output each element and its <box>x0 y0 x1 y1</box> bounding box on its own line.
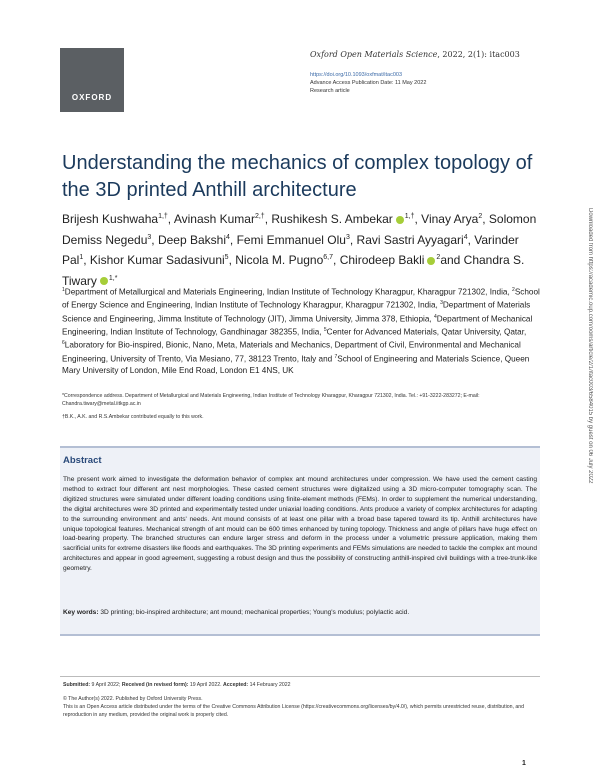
keywords-label: Key words: <box>63 609 99 616</box>
affiliation-number: 7 <box>334 353 338 360</box>
affiliation-number: 4 <box>433 313 437 320</box>
orcid-icon[interactable] <box>396 216 404 224</box>
orcid-icon[interactable] <box>427 257 435 265</box>
author-name: Nicola M. Pugno <box>235 253 324 267</box>
footer-divider <box>60 676 540 677</box>
affiliation-number: 2 <box>512 287 515 293</box>
article-meta <box>310 71 426 95</box>
accepted-date: 14 February 2022 <box>248 682 291 688</box>
author <box>90 253 235 267</box>
correspondence-note: *Correspondence address. Department of Metallurgical and Materials Engineering, Indian Institute of Technology Kharagpur, Kharagpur 721302, India. Tel.: +91-3222-283272; E-mail: Chandra.tiwary@metal.iitkgp.ac.in <box>62 393 480 407</box>
affiliation-text: School of Energy Science and Engineering, Indian Institute of Technology Kharagpur, Kharagpur 721302, India, <box>62 287 540 311</box>
author-separator: , <box>151 232 158 247</box>
author <box>237 233 357 247</box>
author <box>340 253 464 267</box>
keywords-list: 3D printing; bio-inspired architecture; ant mound; mechanical properties; Young's modulus; polylactic acid. <box>98 609 410 616</box>
author <box>271 212 421 226</box>
author-separator: , <box>414 212 422 226</box>
abstract-text: The present work aimed to investigate the deformation behavior of complex ant mound architectures under compression. We have used the cement casting method to extract four different ant nest morphologies. These casted cement structures were digitalized using a 3D micro-computer tomography scan. The digitized structures were simulated under different loading conditions using finite-element methods (FEMs). In order to supplement the numerical understanding, the digital architectures were 3D printed and experimentally tested under uniaxial loading conditions. Ants produce a variety of complex architectures for adapting to the surrounding environment and ants' needs. Ant mound consists of at least one pillar with a broad base tapered toward its tip. Anthill architectures have unique topological features. Mechanical strength of ant mould can be 600 times enhanced by tuning topology. Thickness and angle of pillars have huge effect on load-bearing property. The branched structures can endure larger stress and deform in the process under a volumetric pressure application, making them sacrificial units for extreme disasters like floods and earthquakes. The 3D printing experiments and FEMs simulations are needed to tackle the complex ant mound architectures and appear in good agreement, suggesting a robust design and thus the possibility of constructing anthill-inspired civil buildings with a tree-trunk-like geometry. <box>63 476 537 573</box>
affiliation-text: School of Engineering and Materials Science, Queen Mary University of London, Mile End Road, London E1 4NS, UK <box>62 354 530 375</box>
author-affiliation-marker: 5 <box>224 254 229 261</box>
accepted-label: Accepted: <box>223 682 249 688</box>
author-separator: , <box>467 232 475 247</box>
author-affiliation-marker: 1,† <box>158 213 168 220</box>
author-name: Brijesh Kushwaha <box>62 212 159 226</box>
journal-volume: , 2022, 2(1): itac003 <box>437 50 520 59</box>
author-name: Vinay Arya <box>421 212 479 226</box>
oxford-logo <box>60 48 124 112</box>
author-separator: , <box>264 212 272 226</box>
author-name: Ravi Sastri Ayyagari <box>356 232 464 247</box>
oxford-logo-text: OXFORD <box>71 93 113 102</box>
author-separator: , <box>482 212 489 226</box>
affiliation-text: Center for Advanced Materials, Qatar University, Qatar, <box>326 327 527 337</box>
affiliation-number: 3 <box>440 300 443 307</box>
author-name: Rushikesh S. Ambekar <box>271 212 393 226</box>
copyright: © The Author(s) 2022. Published by Oxford University Press. <box>63 696 203 702</box>
author-affiliation-marker: 6,7 <box>323 254 334 261</box>
author-affiliation-marker: 2,† <box>254 213 265 220</box>
affiliation-text: Department of Metallurgical and Materials Engineering, Indian Institute of Technology Kharagpur, Kharagpur 721302, India, <box>64 287 513 297</box>
article-footer <box>63 681 543 719</box>
author <box>158 233 237 247</box>
author-name: Varinder Pal <box>62 232 519 267</box>
license: This is an Open Access article distributed under the terms of the Creative Commons Attribution License (https://creativecommons.org/licenses/by/4.0/), which permits unrestricted reuse, distribution, and reproduction in any medium, provided the original work is properly cited. <box>63 704 525 718</box>
affiliation-text: Laboratory for Bio-inspired, Bionic, Nano, Meta, Materials and Mechanics, Department of Civil, Environmental and Mechanical Engineering, University of Trento, Via Mesiano, 77, 38123 Trento, Italy and <box>62 341 521 364</box>
author <box>62 212 174 226</box>
submitted-date: 9 April 2022; <box>90 682 122 688</box>
author-name: Solomon Demiss Negedu <box>62 212 537 247</box>
author <box>174 212 272 226</box>
author-name: Avinash Kumar <box>173 212 255 226</box>
author-name: Chandra S. Tiwary <box>62 253 525 288</box>
author-separator: , <box>167 212 174 226</box>
author <box>421 212 489 226</box>
affiliation-number: 6 <box>62 340 65 347</box>
author-name: Kishor Kumar Sadasivuni <box>89 253 225 267</box>
revised-label: Received (in revised form): <box>121 682 189 688</box>
page-number: 1 <box>522 760 526 767</box>
author-separator: , <box>228 253 236 267</box>
affiliation-number: 5 <box>323 326 327 333</box>
author-affiliation-marker: 4 <box>463 233 468 241</box>
affiliation-text: Department of Mechanical Engineering, Indian Institute of Technology, Gandhinagar 382355, India, <box>62 314 533 337</box>
author-affiliation-marker: 1,† <box>404 213 415 220</box>
author-separator: , <box>349 232 357 247</box>
article-title: Understanding the mechanics of complex topology of the 3D printed Anthill architecture <box>62 152 533 201</box>
keywords <box>63 609 537 616</box>
publication-date: Advance Access Publication Date: 11 May 2022 <box>310 80 427 86</box>
author-separator: , <box>83 253 90 267</box>
journal-citation <box>310 50 550 59</box>
author-affiliation-marker: 4 <box>226 233 230 241</box>
doi-link[interactable]: https://doi.org/10.1093/oxfmat/itac003 <box>310 72 403 78</box>
author-separator: and <box>440 253 464 267</box>
author-affiliation-marker: 3 <box>345 233 350 241</box>
author-affiliation-marker: 2 <box>478 213 483 220</box>
author-list <box>62 208 542 290</box>
download-watermark: Downloaded from https://academic.oup.com/ooms/article/2/1/itac003/6584015 by guest on 06 July 2022 <box>587 208 593 484</box>
affiliations <box>62 285 540 377</box>
affiliation-number: 1 <box>62 287 65 293</box>
equal-contribution-note: †B.K., A.K. and R.S.Ambekar contributed equally to this work. <box>62 414 204 420</box>
author-name: Chirodeep Bakli <box>339 253 425 267</box>
author-affiliation-marker: 3 <box>147 233 152 241</box>
submitted-label: Submitted: <box>63 682 91 688</box>
abstract-heading: Abstract <box>63 455 102 466</box>
author-affiliation-marker: 1 <box>79 254 84 261</box>
author-name: Deep Bakshi <box>157 232 226 247</box>
author-name: Femi Emmanuel Olu <box>236 232 346 247</box>
journal-name: Oxford Open Materials Science <box>310 50 438 59</box>
article-dates <box>63 681 543 689</box>
revised-date: 19 April 2022. <box>188 682 224 688</box>
affiliation-text: Department of Materials Science and Engineering, Jimma Institute of Technology (JIT), Jimma University, Jimma 378, Ethiopia, <box>62 301 531 324</box>
author-affiliation-marker: 1,* <box>108 274 118 282</box>
article-type: Research article <box>310 88 350 94</box>
author-separator: , <box>229 232 237 247</box>
author <box>235 253 339 267</box>
author-separator: , <box>333 253 340 267</box>
footnotes <box>62 393 540 428</box>
author-affiliation-marker: 2 <box>436 254 441 261</box>
author <box>357 233 475 247</box>
